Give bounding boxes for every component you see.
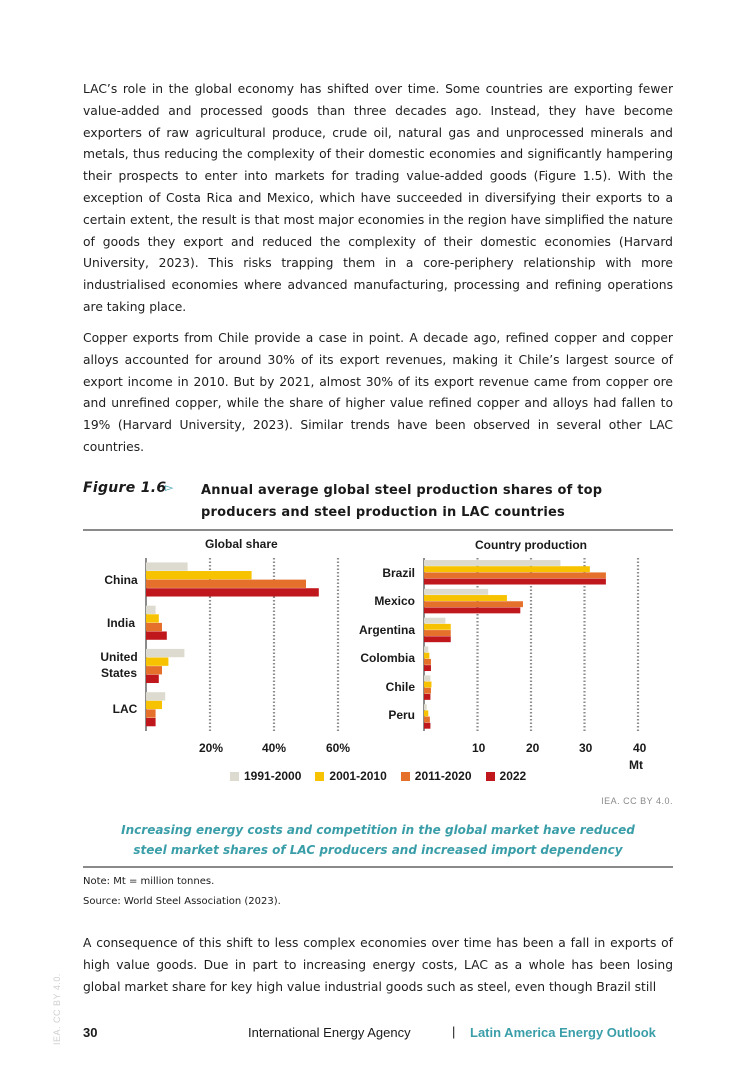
figure-credit: IEA. CC BY 4.0. xyxy=(601,796,673,806)
x-tick-global-60: 60% xyxy=(326,741,351,755)
prod-bar-peru-2011-2020 xyxy=(424,717,430,723)
body-paragraph-1: LAC’s role in the global economy has shifted over time. Some countries are exporting fewer value-added and processed goods than three decades ago. Instead, they have become exporters of raw agricultural produce, crude oil, natural gas and unprocessed minerals and metals, thus reducing the complexity of their domestic economies and significantly hampering their prospects to enter into markets for trading value-added goods (Figure 1.5). With the exception of Costa Rica and Mexico, which have succeeded in diversifying their exports to a certain extent, the result is that most major economies in the region have simplified the nature of goods they export and reduced the complexity of their domestic economies (Harvard University, 2023). This risks trapping them in a core-periphery relationship with more industrialised economies where advanced manufacturing, processing and refining operations are taking place. xyxy=(83,82,673,314)
global-bar-lac-2022 xyxy=(146,718,156,726)
global-bar-united-states-2011-2020 xyxy=(146,666,162,674)
figure-note: Note: Mt = million tonnes. xyxy=(83,876,215,887)
category-label-brazil: Brazil xyxy=(382,566,415,580)
global-bar-india-1991-2000 xyxy=(146,606,156,614)
legend-item-2001-2010: 2001-2010 xyxy=(315,768,386,784)
country-production-title: Country production xyxy=(475,538,587,552)
prod-bar-colombia-2011-2020 xyxy=(424,659,431,665)
figure-caption: Increasing energy costs and competition in the global market have reduced steel market shares of LAC producers and increased import dependency xyxy=(121,823,635,857)
prod-bar-mexico-2011-2020 xyxy=(424,601,523,607)
x-tick-prod-30: 30 xyxy=(579,741,593,755)
prod-bar-colombia-2001-2010 xyxy=(424,653,429,659)
global-bar-china-1991-2000 xyxy=(146,562,188,570)
x-tick-global-40: 40% xyxy=(262,741,287,755)
legend-item-2022: 2022 xyxy=(486,768,527,784)
prod-bar-brazil-2001-2010 xyxy=(424,566,590,572)
category-label-argentina: Argentina xyxy=(358,623,415,637)
figure-arrow-icon: ▻ xyxy=(165,482,174,494)
global-bar-united-states-2022 xyxy=(146,675,159,683)
global-bar-united-states-2001-2010 xyxy=(146,658,168,666)
figure-label: Figure 1.6 xyxy=(83,480,167,496)
global-bar-lac-1991-2000 xyxy=(146,692,165,700)
legend-item-1991-2000: 1991-2000 xyxy=(230,768,301,784)
prod-bar-argentina-2011-2020 xyxy=(424,630,451,636)
category-label-china: China xyxy=(104,573,138,587)
prod-bar-brazil-2011-2020 xyxy=(424,572,606,578)
legend-swatch xyxy=(230,772,239,781)
category-label-india: India xyxy=(106,616,135,630)
prod-bar-colombia-2022 xyxy=(424,665,431,671)
prod-bar-chile-1991-2000 xyxy=(424,675,430,681)
prod-bar-chile-2001-2010 xyxy=(424,682,431,688)
footer-report-title: Latin America Energy Outlook xyxy=(470,1025,656,1040)
category-label-colombia: Colombia xyxy=(360,651,415,665)
global-share-title: Global share xyxy=(205,537,278,551)
x-tick-prod-10: 10 xyxy=(472,741,486,755)
prod-bar-brazil-2022 xyxy=(424,579,606,585)
global-bar-lac-2001-2010 xyxy=(146,701,162,709)
global-bar-india-2011-2020 xyxy=(146,623,162,631)
prod-bar-peru-1991-2000 xyxy=(424,704,427,710)
prod-bar-peru-2001-2010 xyxy=(424,710,428,716)
category-label-chile: Chile xyxy=(385,680,415,694)
prod-bar-chile-2011-2020 xyxy=(424,688,431,694)
x-tick-prod-40: 40 xyxy=(633,741,647,755)
global-bar-india-2001-2010 xyxy=(146,614,159,622)
global-bar-lac-2011-2020 xyxy=(146,709,156,717)
side-watermark: IEA. CC BY 4.0. xyxy=(52,973,62,1045)
body-paragraph-2: Copper exports from Chile provide a case in point. A decade ago, refined copper and copper alloys accounted for around 30% of its export revenues, making it Chile’s largest source of export income in 2010. But by 2021, almost 30% of its export revenue came from copper ore and unrefined copper, while the share of higher value refined copper and alloys had fallen to 19% (Harvard University, 2023). Similar trends have been observed in several other LAC countries. xyxy=(83,331,673,454)
category-label-mexico: Mexico xyxy=(374,594,415,608)
footer-agency: International Energy Agency xyxy=(248,1025,411,1040)
body-paragraph-3: A consequence of this shift to less complex economies over time has been a fall in exports of high value goods. Due in part to increasing energy costs, LAC as a whole has been losing global market share for key high value industrial goods such as steel, even though Brazil still xyxy=(83,936,673,994)
global-bar-united-states-1991-2000 xyxy=(146,649,184,657)
prod-bar-argentina-2001-2010 xyxy=(424,624,451,630)
prod-bar-chile-2022 xyxy=(424,694,430,700)
legend-item-2011-2020: 2011-2020 xyxy=(401,768,472,784)
footer-separator: | xyxy=(452,1024,456,1039)
legend-swatch xyxy=(401,772,410,781)
global-share-bars xyxy=(146,562,319,726)
country-production-bars xyxy=(424,560,606,729)
global-bar-china-2011-2020 xyxy=(146,580,306,588)
prod-bar-argentina-1991-2000 xyxy=(424,618,445,624)
prod-bar-mexico-1991-2000 xyxy=(424,589,488,595)
prod-bar-brazil-1991-2000 xyxy=(424,560,560,566)
prod-bar-argentina-2022 xyxy=(424,636,451,642)
global-bar-china-2001-2010 xyxy=(146,571,252,579)
global-bar-china-2022 xyxy=(146,588,319,596)
category-label-united-states: United States xyxy=(100,650,138,680)
legend-swatch xyxy=(315,772,324,781)
prod-bar-mexico-2022 xyxy=(424,607,520,613)
x-axis-unit-mt: Mt xyxy=(629,758,643,772)
x-tick-prod-20: 20 xyxy=(526,741,540,755)
prod-bar-colombia-1991-2000 xyxy=(424,647,428,653)
figure-bottom-rule xyxy=(83,866,673,868)
category-label-peru: Peru xyxy=(388,708,415,722)
figure-title: Annual average global steel production shares of top producers and steel production in LAC countries xyxy=(201,483,603,520)
chart-legend xyxy=(230,768,526,784)
prod-bar-peru-2022 xyxy=(424,723,430,729)
figure-source: Source: World Steel Association (2023). xyxy=(83,896,281,907)
global-bar-india-2022 xyxy=(146,631,167,639)
prod-bar-mexico-2001-2010 xyxy=(424,595,507,601)
page-number: 30 xyxy=(83,1025,98,1040)
category-label-lac: LAC xyxy=(112,702,138,716)
legend-swatch xyxy=(486,772,495,781)
x-tick-global-20: 20% xyxy=(199,741,224,755)
